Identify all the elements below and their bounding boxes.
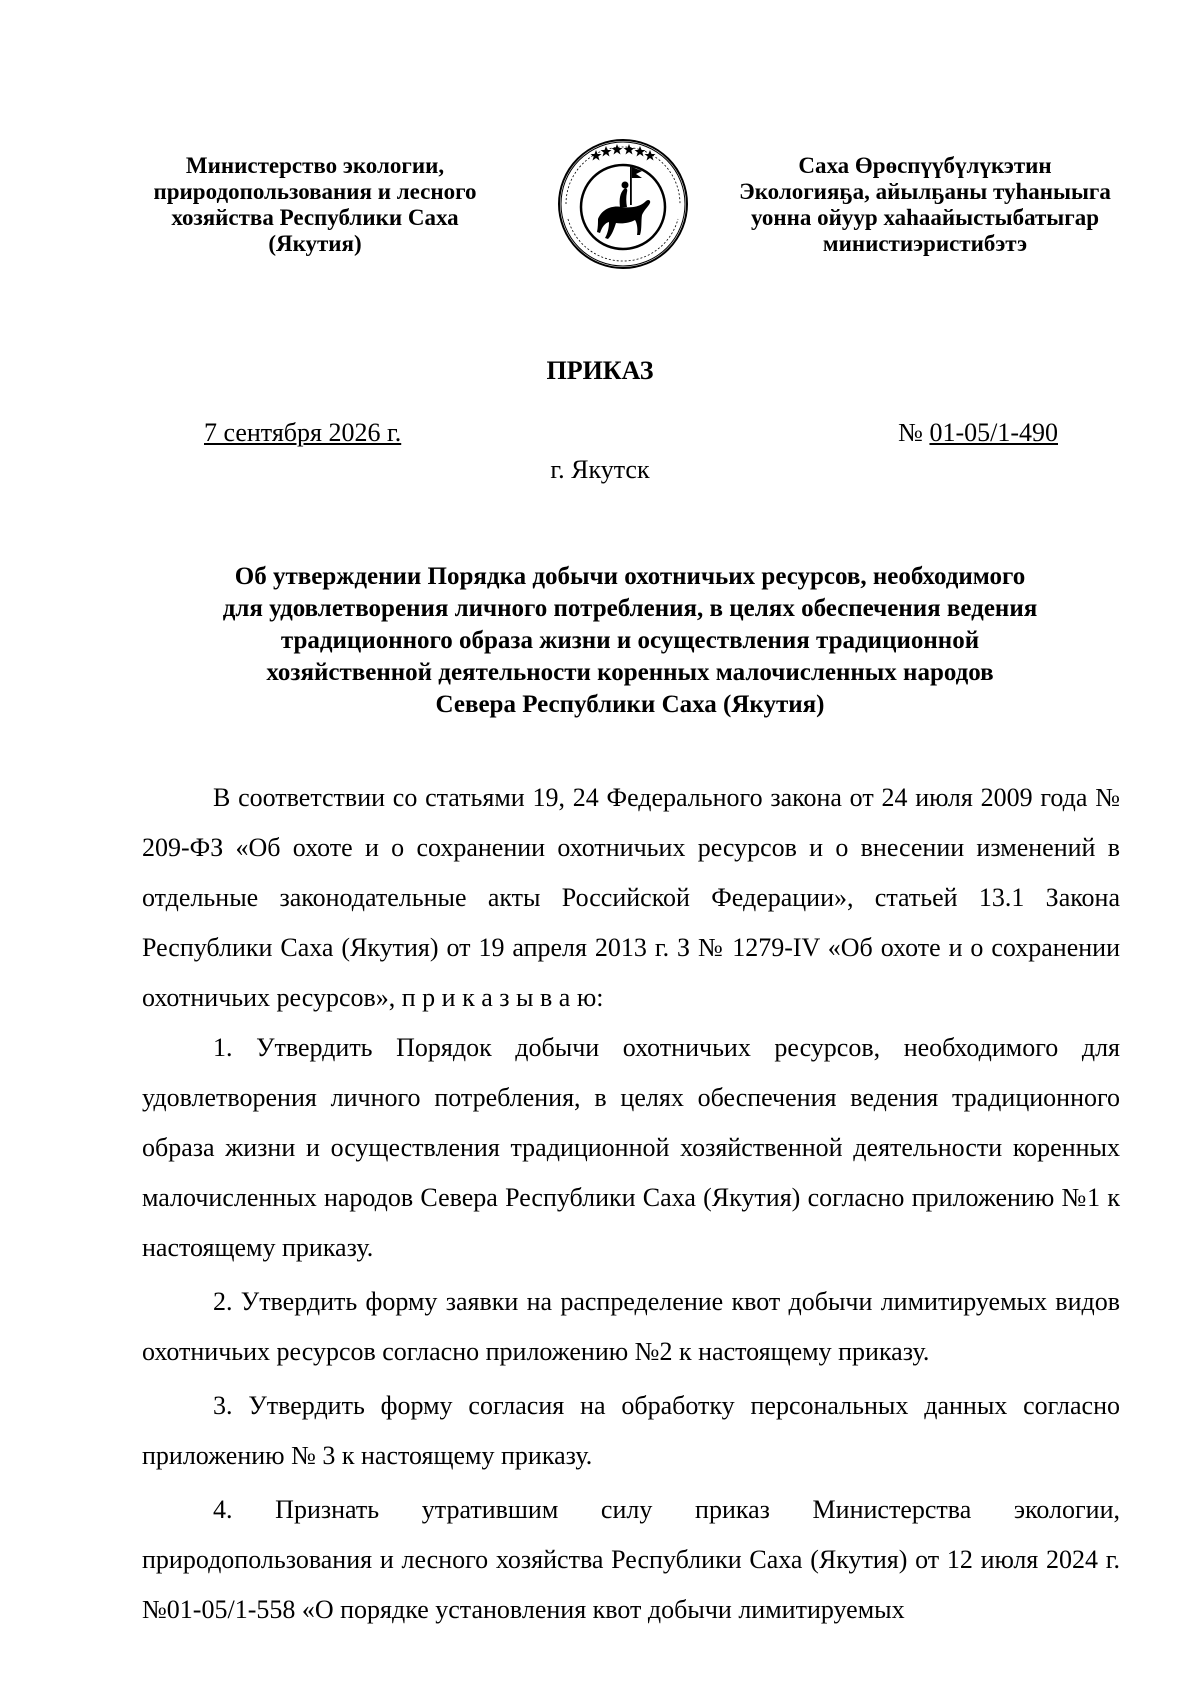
org-name-line: министиэристибэтэ <box>822 231 1028 256</box>
coat-of-arms-emblem-icon <box>556 137 690 271</box>
org-name-line: Министерство экологии, <box>185 153 445 178</box>
org-name-line: (Якутия) <box>268 231 362 256</box>
document-title <box>140 561 1120 721</box>
title-line: Севера Республики Саха (Якутия) <box>435 691 825 718</box>
org-name-russian <box>135 153 495 257</box>
org-name-line: природопользования и лесного <box>153 179 477 204</box>
title-line: традиционного образа жизни и осуществления традиционной <box>280 627 980 654</box>
title-line: Об утверждении Порядка добычи охотничьих ресурсов, необходимого <box>234 563 1026 590</box>
body-paragraph-item-1: 1. Утвердить Порядок добычи охотничьих ресурсов, необходимого для удовлетворения личного потребления, в целях обеспечения ведения традиционного образа жизни и осуществления традиционной хозяйственной деятельности коренных малочисленных народов Севера Республики Саха (Якутия) согласно приложению №1 к настоящему приказу. <box>142 1033 1120 1262</box>
title-line: для удовлетворения личного потребления, в целях обеспечения ведения <box>222 595 1038 622</box>
org-name-line: Экологияҕа, айылҕаны туһаныыга <box>739 179 1111 204</box>
org-name-line: хозяйства Республики Саха <box>171 205 459 230</box>
org-name-yakut <box>725 153 1125 257</box>
document-type-heading: ПРИКАЗ <box>546 356 654 385</box>
document-number <box>898 418 1058 448</box>
document-number-prefix: № <box>898 418 930 447</box>
body-paragraph-item-3: 3. Утвердить форму согласия на обработку персональных данных согласно приложению № 3 к настоящему приказу. <box>142 1391 1120 1470</box>
document-city: г. Якутск <box>550 455 650 484</box>
document-body <box>142 773 1120 1635</box>
body-paragraph-item-4: 4. Признать утратившим силу приказ Министерства экологии, природопользования и лесного хозяйства Республики Саха (Якутия) от 12 июля 2024 г. №01-05/1-558 «О порядке установления квот добычи лимитируемых <box>142 1495 1120 1624</box>
title-line: хозяйственной деятельности коренных малочисленных народов <box>266 659 994 686</box>
document-date: 7 сентября 2026 г. <box>204 418 402 447</box>
org-name-line: Саха Өрөспүүбүлүкэтин <box>798 153 1052 178</box>
org-name-line: уонна ойуур хаһаайыстыбатыгар <box>750 205 1100 230</box>
body-paragraph-item-2: 2. Утвердить форму заявки на распределение квот добычи лимитируемых видов охотничьих ресурсов согласно приложению №2 к настоящему приказу. <box>142 1287 1120 1366</box>
body-paragraph-preamble: В соответствии со статьями 19, 24 Федерального закона от 24 июля 2009 года № 209-ФЗ «Об охоте и о сохранении охотничьих ресурсов и о внесении изменений в отдельные законодательные акты Российской Федерации», статьей 13.1 Закона Республики Саха (Якутия) от 19 апреля 2013 г. З № 1279-IV «Об охоте и о сохранении охотничьих ресурсов», п р и к а з ы в а ю: <box>142 783 1120 1012</box>
document-number-value: 01-05/1-490 <box>929 418 1058 447</box>
